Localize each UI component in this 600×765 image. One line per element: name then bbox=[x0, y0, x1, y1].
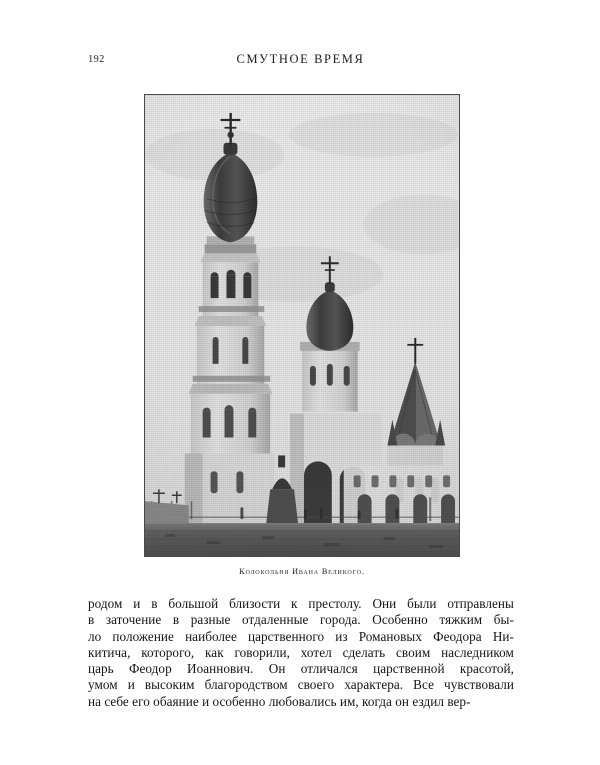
body-line: китича, которого, как говорили, хотел сделать своим наследником bbox=[88, 644, 514, 660]
page-number: 192 bbox=[88, 54, 105, 65]
running-head bbox=[88, 52, 513, 72]
illustration-plate bbox=[144, 94, 460, 557]
body-line: в заточение в разные отдаленные города. Особенно тяжким бы- bbox=[88, 612, 514, 628]
body-line: царь Феодор Иоаннович. Он отличался царственной красотой, bbox=[88, 661, 514, 677]
figure-caption: Колокольня Ивана Великого. bbox=[239, 567, 365, 576]
plate-image bbox=[145, 95, 459, 556]
body-text-block bbox=[88, 596, 514, 710]
chapter-title: СМУТНОЕ ВРЕМЯ bbox=[236, 52, 365, 66]
body-line: ло положение наиболее царственного из Романовых Феодора Ни- bbox=[88, 628, 514, 644]
body-line: на себе его обаяние и особенно любовались им, когда он ездил вер- bbox=[88, 693, 471, 709]
body-line: родом и в большой близости к престолу. Они были отправлены bbox=[88, 596, 514, 611]
body-line: умом и высоким благородством своего характера. Все чувствовали bbox=[88, 677, 514, 693]
